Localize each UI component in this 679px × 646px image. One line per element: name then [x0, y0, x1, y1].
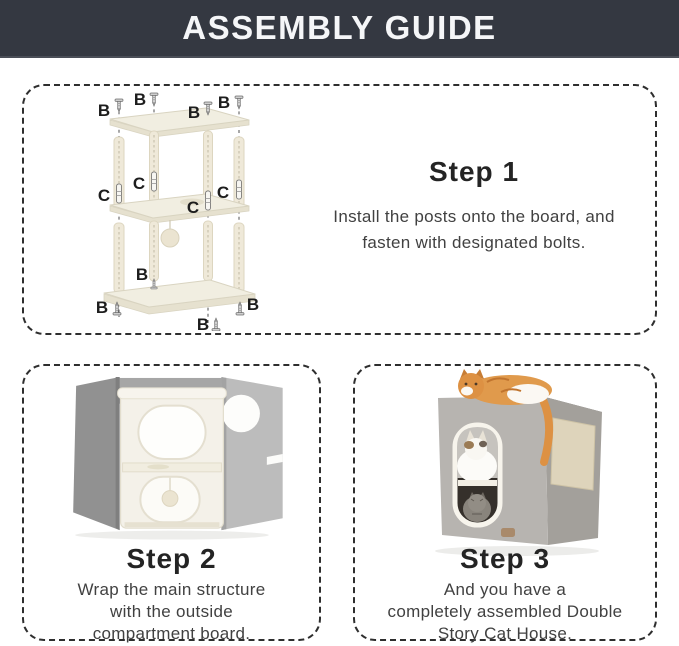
opening-shelf [458, 480, 497, 486]
bolt-label-b: B [133, 90, 147, 109]
bolt-label-c: C [186, 198, 200, 217]
step2-panel [22, 364, 321, 644]
step2-desc-line1: Wrap the main structure [77, 580, 266, 599]
bolt-icon [117, 184, 122, 203]
wrap-structure-illustration [46, 374, 296, 542]
bolt-label-b: B [97, 101, 111, 120]
step2-desc-line3: compartment board. [92, 624, 251, 644]
bolt-label-b: B [246, 295, 260, 314]
step1-title: Step 1 [428, 156, 520, 187]
step1-desc-line1: Install the posts onto the board, and [333, 207, 615, 226]
screw-icon [150, 93, 158, 106]
header-bar [0, 0, 679, 58]
bolt-icon [206, 191, 211, 210]
bolt-label-b: B [135, 265, 149, 284]
pom-ball [162, 491, 178, 507]
step2-title: Step 2 [126, 543, 217, 574]
screw-icon [212, 318, 220, 331]
left-wrap-edge [116, 377, 120, 530]
step1-panel [22, 84, 657, 335]
step3-desc-line2: completely assembled Double [387, 602, 623, 622]
page-title: ASSEMBLY GUIDE [182, 9, 497, 46]
ground-shadow [75, 531, 269, 540]
step1-text-block [314, 156, 634, 257]
step1-desc-line2: fasten with designated bolts. [362, 233, 586, 253]
bolt-label-b: B [95, 298, 109, 317]
bolt-icon [152, 172, 157, 191]
scratch-pad [551, 418, 595, 490]
step1-description [314, 204, 634, 257]
exploded-cat-tree-diagram [92, 89, 272, 331]
bolt-label-c: C [132, 174, 146, 193]
lower-posts [114, 221, 244, 293]
upper-opening [138, 406, 205, 459]
side-hole [222, 395, 260, 433]
brand-patch [501, 528, 515, 537]
bolt-label-c: C [97, 186, 111, 205]
screw-icon [235, 96, 243, 109]
step3-desc-line3: Story Cat House. [437, 624, 573, 644]
step3-panel [353, 364, 657, 644]
structure-top-slab [118, 388, 227, 399]
step2-desc-line2: with the outside [110, 602, 233, 622]
finished-cat-house-illustration [375, 368, 629, 562]
shelf-hole [147, 464, 169, 469]
bolt-label-c: C [216, 183, 230, 202]
left-wrap-board [73, 377, 119, 530]
screw-icon [115, 99, 123, 112]
step3-title: Step 3 [459, 543, 551, 574]
step3-description [355, 579, 655, 645]
middle-shelf [123, 463, 222, 472]
step3-desc-line1: And you have a [443, 580, 567, 599]
step2-description [24, 579, 319, 645]
bolt-label-b: B [196, 315, 210, 331]
bolt-icon [237, 180, 242, 199]
pom-ball [161, 229, 179, 247]
structure-base-edge [125, 522, 220, 527]
bolt-label-b: B [187, 103, 201, 122]
screw-icon [236, 302, 244, 315]
bolt-label-b: B [217, 93, 231, 112]
